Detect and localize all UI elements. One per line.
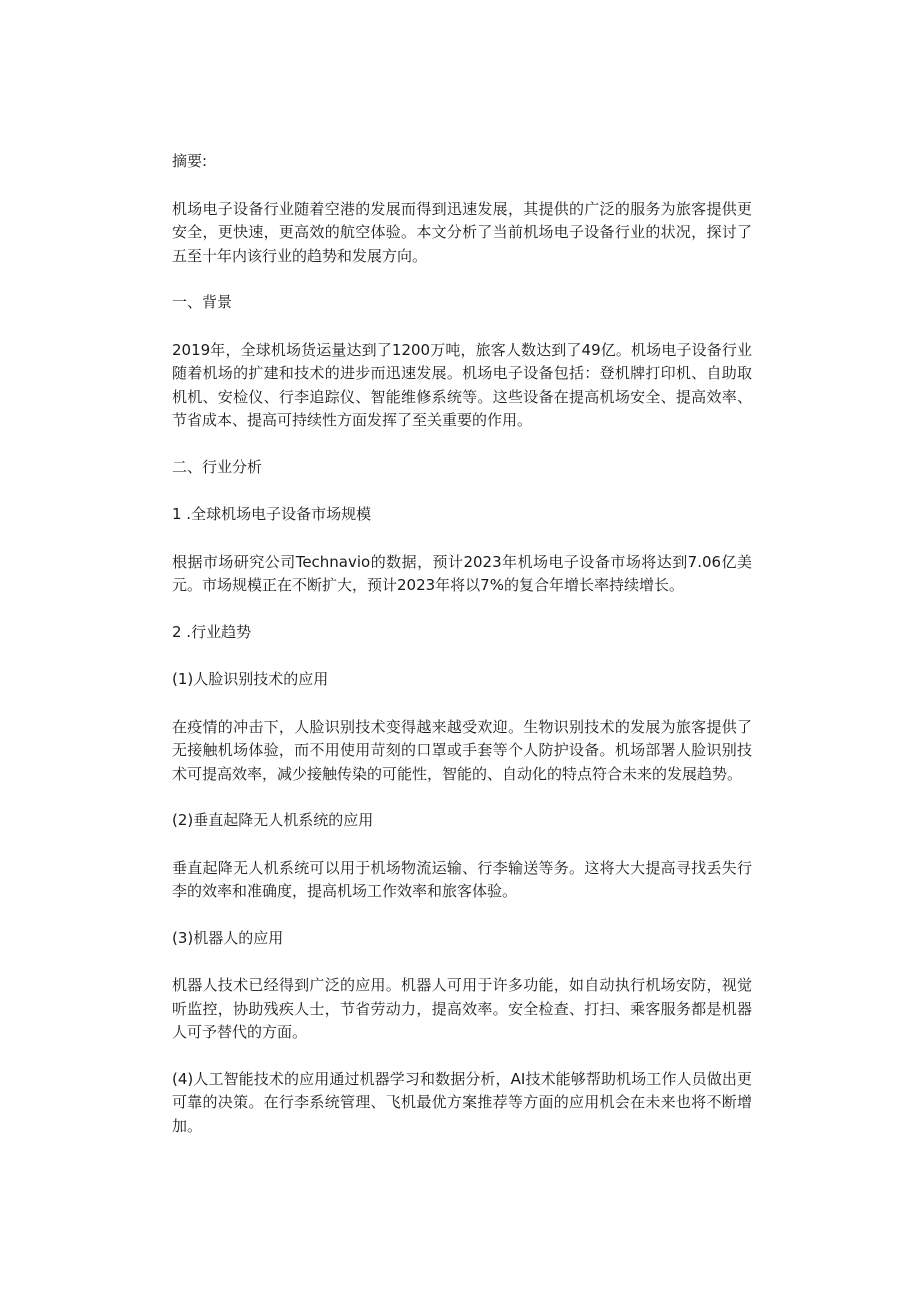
abstract-heading: 摘要:: [172, 152, 208, 170]
section-background-paragraph: 2019年，全球机场货运量达到了1200万吨，旅客人数达到了49亿。机场电子设备行业随着机场的扩建和技术的进步而迅速发展。机场电子设备包括：登机牌打印机、自助取机机、安检仪、行李追踪仪、智能维修系统等。这些设备在提高机场安全、提高效率、节省成本、提高可持续性方面发挥了至关重要的作用。: [172, 340, 752, 429]
section-background-heading: 一、背景: [172, 293, 233, 311]
robot-paragraph: 机器人技术已经得到广泛的应用。机器人可用于许多功能，如自动执行机场安防，视觉听监控，协助残疾人士，节省劳动力，提高效率。安全检查、打扫、乘客服务都是机器人可予替代的方面。: [172, 976, 752, 1041]
market-size-paragraph: 根据市场研究公司Technavio的数据，预计2023年机场电子设备市场将达到7.06亿美元。市场规模正在不断扩大，预计2023年将以7%的复合年增长率持续增长。: [172, 552, 752, 594]
market-size-heading: 1 .全球机场电子设备市场规模: [172, 505, 372, 523]
robot-heading: (3)机器人的应用: [172, 928, 284, 947]
vtol-drone-paragraph: 垂直起降无人机系统可以用于机场物流运输、行李输送等务。这将大大提高寻找丢失行李的效率和准确度，提高机场工作效率和旅客体验。: [172, 858, 752, 900]
industry-trends-heading: 2 .行业趋势: [172, 622, 252, 641]
ai-paragraph: (4)人工智能技术的应用通过机器学习和数据分析，AI技术能够帮助机场工作人员做出更可靠的决策。在行李系统管理、飞机最优方案推荐等方面的应用机会在未来也将不断增加。: [172, 1069, 752, 1135]
vtol-drone-heading: (2)垂直起降无人机系统的应用: [172, 811, 374, 829]
section-industry-analysis-heading: 二、行业分析: [172, 457, 263, 476]
face-recognition-heading: (1)人脸识别技术的应用: [172, 670, 329, 688]
face-recognition-paragraph: 在疫情的冲击下，人脸识别技术变得越来越受欢迎。生物识别技术的发展为旅客提供了无接触机场体验，而不用使用苛刻的口罩或手套等个人防护设备。机场部署人脸识别技术可提高效率，减少接触传染的可能性，智能的、自动化的特点符合未来的发展趋势。: [172, 717, 752, 783]
document-page: [172, 150, 752, 1161]
abstract-paragraph: 机场电子设备行业随着空港的发展而得到迅速发展，其提供的广泛的服务为旅客提供更安全，更快速，更高效的航空体验。本文分析了当前机场电子设备行业的状况，探讨了五至十年内该行业的趋势和发展方向。: [172, 199, 752, 265]
